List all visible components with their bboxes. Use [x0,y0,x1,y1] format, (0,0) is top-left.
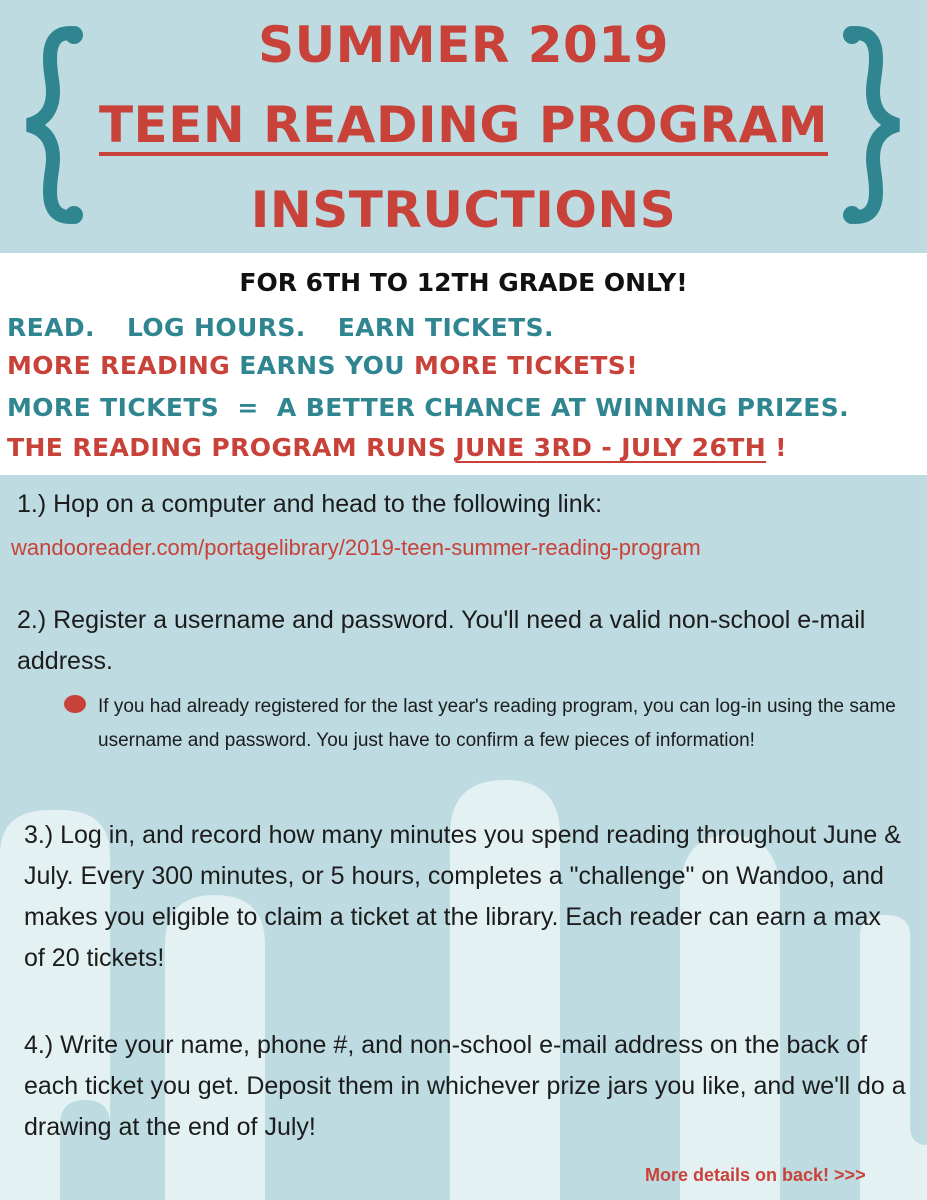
read-text: READ. [7,313,95,342]
dates-text: JUNE 3RD - JULY 26TH [455,433,767,462]
more-tickets-text: MORE TICKETS! [414,351,639,380]
more-details-link[interactable]: More details on back! >>> [645,1165,866,1185]
step-4-text: 4.) Write your name, phone #, and non-school e-mail address on the back of each ticket you get. Deposit them in whichever prize jars you like, and we'll do a drawing at the end of July! [24,1031,906,1141]
bullet-note: If you had already registered for the last year's reading program, you can log-in using the same username and password. You just have to confirm a few pieces of information! [98,696,896,751]
earn-text: EARN TICKETS. [337,313,554,342]
step-1-text: 1.) Hop on a computer and head to the following link: [17,490,603,518]
intro-section [0,253,927,475]
earns-you-text: EARNS YOU [230,351,415,380]
grade-notice: FOR 6TH TO 12TH GRADE ONLY! [239,268,688,297]
step-2-text: 2.) Register a username and password. You'll need a valid non-school e-mail address. [17,606,866,675]
exclaim-text: ! [766,433,787,462]
step-3-text: 3.) Log in, and record how many minutes you spend reading throughout June & July. Every 300 minutes, or 5 hours, completes a "challenge" on Wandoo, and makes you eligible to claim a ticket at the library. Each reader can earn a max of 20 tickets! [24,821,901,972]
more-reading-line [7,351,638,380]
better-chance-line: MORE TICKETS = A BETTER CHANCE AT WINNING PRIZES. [7,393,850,422]
more-reading-text: MORE READING [7,351,231,380]
program-dates-line [7,433,787,462]
read-log-earn-line [7,313,554,342]
program-link[interactable]: wandooreader.com/portagelibrary/2019-teen-summer-reading-program [11,535,701,560]
title-line-1: SUMMER 2019 [258,16,669,74]
title-line-3: INSTRUCTIONS [250,181,677,239]
log-text: LOG HOURS. [126,313,306,342]
runs-text: THE READING PROGRAM RUNS [7,433,456,462]
header-banner [0,0,927,253]
title-line-2: TEEN READING PROGRAM [98,96,829,154]
bullet-dot-icon [64,695,86,713]
